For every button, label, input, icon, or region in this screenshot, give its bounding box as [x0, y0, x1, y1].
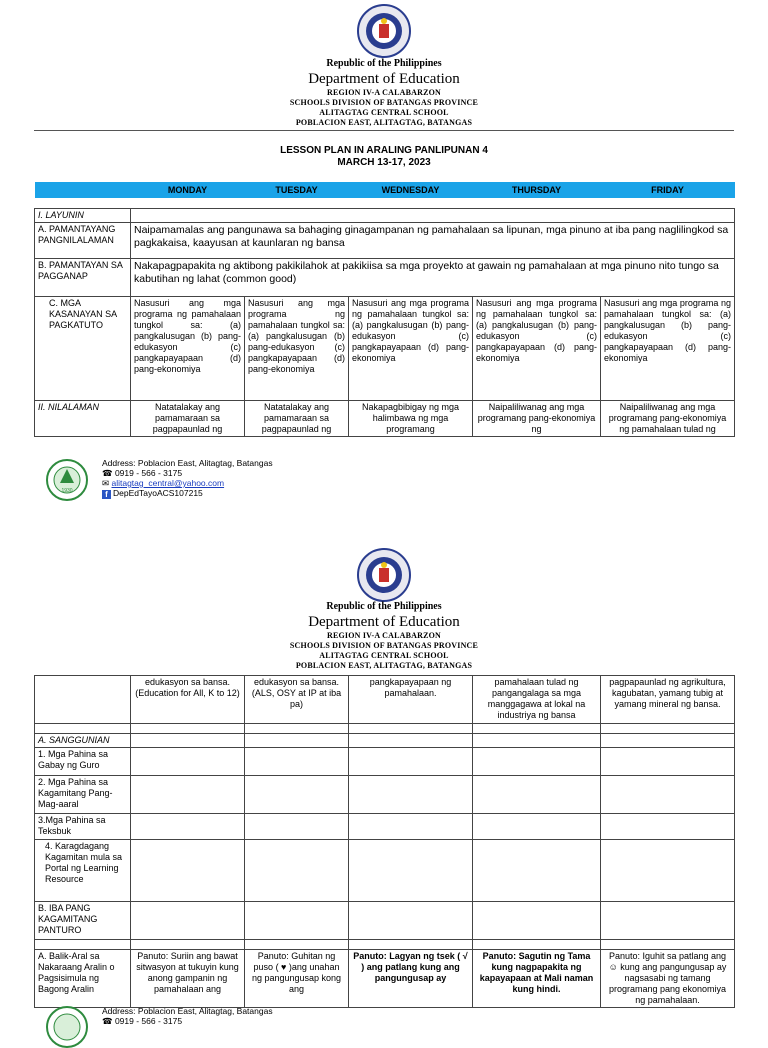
school-line: ALITAGTAG CENTRAL SCHOOL	[319, 651, 449, 660]
school-logo-icon	[46, 1006, 88, 1048]
iba-pang-kagamitan-label: B. IBA PANG KAGAMITANG PANTURO	[35, 902, 131, 940]
department-name: Department of Education	[308, 71, 460, 87]
balik-aral-monday: Panuto: Suriin ang bawat sitwasyon at tukuyin kung anong gampanin ng pamahalaan ang	[131, 950, 245, 1008]
footer-phone: 0919 - 566 - 3175	[114, 1016, 183, 1026]
school-logo-icon	[46, 459, 88, 501]
republic-line: Republic of the Philippines	[326, 601, 442, 612]
day-header-blank	[35, 182, 131, 198]
lesson-plan-table	[34, 182, 735, 437]
kasanayan-friday: Nasusuri ang mga programa ng pamahalaan tungkol sa: (a) pangkalusugan (b) pang-edukasyon (c) pangkapayapaan (d) pang-ekonomiya	[601, 297, 735, 401]
page-two	[0, 540, 768, 1024]
nilalaman-continued-row	[35, 676, 735, 724]
pamantayan-pagganap-row	[35, 259, 735, 297]
location-line: POBLACION EAST, ALITAGTAG, BATANGAS	[295, 661, 473, 670]
footer-address: Address: Poblacion East, Alitagtag, Batangas	[102, 1006, 273, 1016]
teksbuk-label: 3.Mga Pahina sa Teksbuk	[35, 814, 131, 840]
layunin-row	[35, 209, 735, 223]
kagamitang-mag-aaral-label: 2. Mga Pahina sa Kagamitang Pang-Mag-aaral	[35, 776, 131, 814]
footer-phone: 0919 - 566 - 3175	[114, 468, 183, 478]
pamantayan-pagganap-text: Nakapagpapakita ng aktibong pakikilahok at pakikiisa sa mga proyekto at gawain ng pamahalaan at mga pinuno nito tungo sa kabutihan ng lahat (common good)	[131, 259, 735, 297]
nilalaman-cont-tuesday: edukasyon sa bansa. (ALS, OSY at IP at iba pa)	[245, 676, 349, 724]
pamantayan-pagganap-label: B. PAMANTAYAN SA PAGGANAP	[35, 259, 131, 297]
phone-icon: ☎	[102, 1016, 115, 1026]
school-line: ALITAGTAG CENTRAL SCHOOL	[319, 108, 449, 117]
nilalaman-cont-wednesday: pangkapayapaan ng pamahalaan.	[349, 676, 473, 724]
karagdagang-kagamitan-row	[35, 840, 735, 902]
nilalaman-tuesday: Natatalakay ang pamamaraan sa pagpapaunlad ng	[245, 401, 349, 437]
pamantayang-pangnilalaman-row	[35, 223, 735, 259]
svg-text:1930: 1930	[61, 488, 73, 494]
pamantayang-pangnilalaman-text: Naipamamalas ang pangunawa sa bahaging ginagampanan ng pamahalaan sa lipunan, mga pinuno at iba pang naglilingkod sa pagkakaisa, kaayusan at kaunlaran ng bansa	[131, 223, 735, 259]
nilalaman-label: II. NILALAMAN	[35, 401, 131, 437]
pamantayang-pangnilalaman-label: A. PAMANTAYANG PANGNILALAMAN	[35, 223, 131, 259]
phone-icon: ☎	[102, 468, 115, 478]
kasanayan-monday: Nasusuri ang mga programa ng pamahalaan tungkol sa: (a) pangkalusugan (b) pang-edukasyon (c) pangkapayapaan (d) pang-ekonomiya	[131, 297, 245, 401]
division-line: SCHOOLS DIVISION OF BATANGAS PROVINCE	[289, 98, 479, 107]
gabay-guro-label: 1. Mga Pahina sa Gabay ng Guro	[35, 748, 131, 776]
nilalaman-thursday: Naipaliliwanag ang mga programang pang-ekonomiya ng	[473, 401, 601, 437]
iba-pang-kagamitan-row	[35, 902, 735, 940]
nilalaman-cont-monday: edukasyon sa bansa. (Education for All, K to 12)	[131, 676, 245, 724]
footer-facebook-line	[102, 488, 203, 499]
republic-line: Republic of the Philippines	[326, 58, 442, 69]
day-wednesday: WEDNESDAY	[349, 182, 473, 198]
region-line: REGION IV-A CALABARZON	[326, 88, 442, 97]
nilalaman-continued-label	[35, 676, 131, 724]
day-header-row	[35, 182, 735, 198]
layunin-cell	[131, 209, 735, 223]
header-rule	[34, 130, 734, 131]
karagdagang-kagamitan-label: 4. Karagdagang Kagamitan mula sa Portal ng Learning Resource	[35, 840, 131, 902]
balik-aral-tuesday: Panuto: Guhitan ng puso ( ♥ )ang unahan ng pangungusap kong ang	[245, 950, 349, 1008]
spacer-row	[35, 198, 735, 209]
location-line: POBLACION EAST, ALITAGTAG, BATANGAS	[295, 118, 473, 127]
balik-aral-wednesday: Panuto: Lagyan ng tsek ( √ ) ang patlang kung ang pangungusap ay	[349, 950, 473, 1008]
kasanayan-label: C. MGA KASANAYAN SA PAGKATUTO	[35, 297, 131, 401]
lesson-title: LESSON PLAN IN ARALING PANLIPUNAN 4	[280, 145, 488, 156]
facebook-icon: f	[102, 490, 111, 499]
nilalaman-wednesday: Nakapagbibigay ng mga halimbawa ng mga programang	[349, 401, 473, 437]
balik-aral-row	[35, 950, 735, 1008]
nilalaman-cont-friday: pagpapaunlad ng agrikultura, kagubatan, yamang tubig at yamang mineral ng bansa.	[601, 676, 735, 724]
layunin-label: I. LAYUNIN	[35, 209, 131, 223]
balik-aral-label: A. Balik-Aral sa Nakaraang Aralin o Pagsisimula ng Bagong Aralin	[35, 950, 131, 1008]
teksbuk-row	[35, 814, 735, 840]
footer-phone-line	[102, 1016, 182, 1026]
footer-address: Address: Poblacion East, Alitagtag, Batangas	[102, 458, 273, 468]
nilalaman-cont-thursday: pamahalaan tulad ng pangangalaga sa mga manggagawa at lokal na industriya ng bansa	[473, 676, 601, 724]
kasanayan-thursday: Nasusuri ang mga programa ng pamahalaan tungkol sa: (a) pangkalusugan (b) pang-edukasyon (c) pangkapayapaan (d) pang-ekonomiya	[473, 297, 601, 401]
footer-phone-line	[102, 468, 182, 478]
footer-email-link[interactable]: alitagtag_central@yahoo.com	[111, 478, 225, 488]
nilalaman-friday: Naipaliliwanag ang mga programang pang-ekonomiya ng pamahalaan tulad ng	[601, 401, 735, 437]
sanggunian-row	[35, 734, 735, 748]
kasanayan-row	[35, 297, 735, 401]
balik-aral-thursday: Panuto: Sagutin ng Tama kung nagpapakita ng kapayapaan at Mali naman kung hindi.	[473, 950, 601, 1008]
department-name: Department of Education	[308, 614, 460, 630]
lesson-plan-table-continued	[34, 675, 735, 1008]
day-monday: MONDAY	[131, 182, 245, 198]
kasanayan-wednesday: Nasusuri ang mga programa ng pamahalaan tungkol sa: (a) pangkalusugan (b) pang-edukasyon (c) pangkapayapaan (d) pang-ekonomiya	[349, 297, 473, 401]
deped-seal-icon	[357, 4, 411, 58]
lesson-dates: MARCH 13-17, 2023	[337, 157, 431, 168]
day-tuesday: TUESDAY	[245, 182, 349, 198]
mail-icon: ✉	[102, 478, 112, 488]
nilalaman-row	[35, 401, 735, 437]
deped-seal-icon	[357, 548, 411, 602]
blank-row-2	[35, 940, 735, 950]
balik-aral-friday: Panuto: Iguhit sa patlang ang ☺ kung ang pangungusap ay nagsasabi ng tamang programang pang ekonomiya ng pamahalaan.	[601, 950, 735, 1008]
nilalaman-monday: Natatalakay ang pamamaraan sa pagpapaunlad ng	[131, 401, 245, 437]
region-line: REGION IV-A CALABARZON	[326, 631, 442, 640]
gabay-guro-row	[35, 748, 735, 776]
sanggunian-label: A. SANGGUNIAN	[35, 734, 131, 748]
footer-email-line	[102, 478, 224, 488]
kasanayan-tuesday: Nasusuri ang mga programa ng pamahalaan tungkol sa: (a) pangkalusugan (b) pang-edukasyon (c) pangkapayapaan (d) pang-ekonomiya	[245, 297, 349, 401]
footer-facebook: DepEdTayoACS107215	[113, 488, 203, 498]
day-thursday: THURSDAY	[473, 182, 601, 198]
division-line: SCHOOLS DIVISION OF BATANGAS PROVINCE	[289, 641, 479, 650]
day-friday: FRIDAY	[601, 182, 735, 198]
blank-row	[35, 724, 735, 734]
kagamitang-mag-aaral-row	[35, 776, 735, 814]
